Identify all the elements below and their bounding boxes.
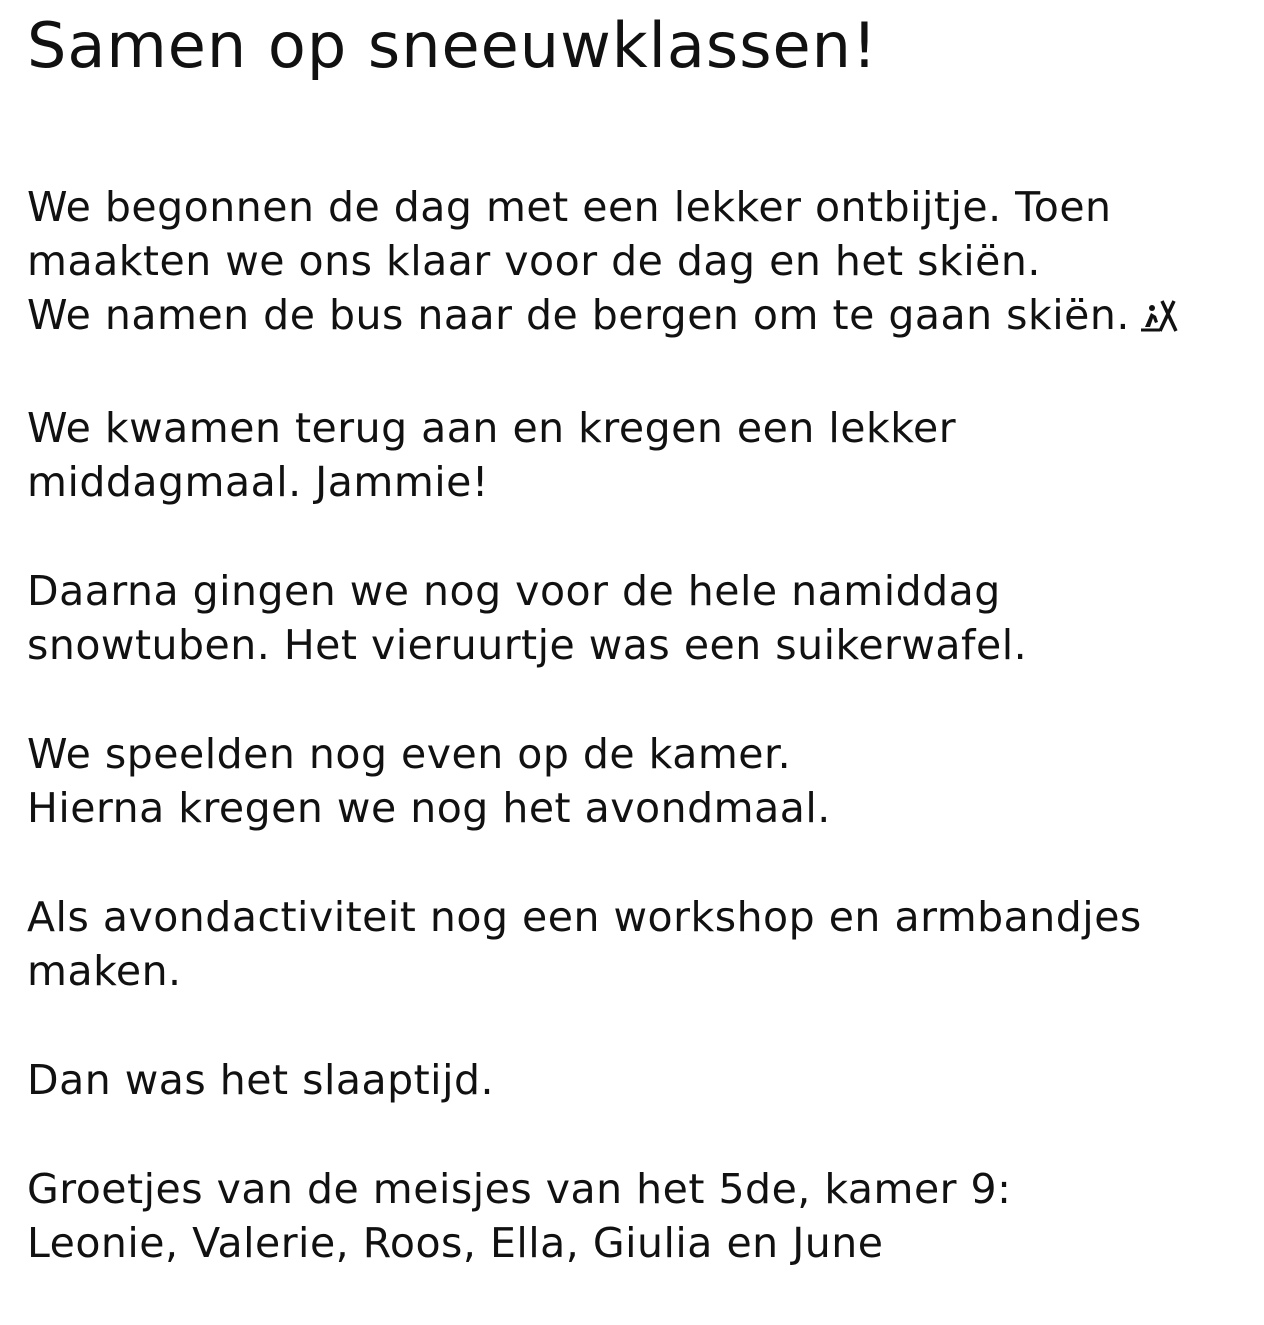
text-line: Groetjes van de meisjes van het 5de, kamer 9: <box>27 1165 1012 1213</box>
page-title: Samen op sneeuwklassen! <box>27 9 878 82</box>
text-line: middagmaal. Jammie! <box>27 458 489 506</box>
text-line: Leonie, Valerie, Roos, Ella, Giulia en June <box>27 1219 884 1267</box>
article <box>27 0 1252 1325</box>
paragraph-lunch <box>27 401 1252 509</box>
text-line: maken. <box>27 947 182 995</box>
text-line: Daarna gingen we nog voor de hele namiddag <box>27 567 1001 615</box>
text-line: snowtuben. Het vieruurtje was een suikerwafel. <box>27 621 1028 669</box>
article-body <box>27 180 1252 1270</box>
text-line: Als avondactiviteit nog een workshop en armbandjes <box>27 893 1142 941</box>
text-line: We kwamen terug aan en kregen een lekker <box>27 404 957 452</box>
text-line: We speelden nog even op de kamer. <box>27 730 792 778</box>
paragraph-morning <box>27 180 1252 346</box>
text-line: We begonnen de dag met een lekker ontbijtje. Toen <box>27 183 1112 231</box>
skier-icon <box>1138 292 1178 346</box>
paragraph-bedtime <box>27 1053 1252 1107</box>
text-line: maakten we ons klaar voor de dag en het skiën. <box>27 237 1041 285</box>
text-line: We namen de bus naar de bergen om te gaan skiën. <box>27 291 1130 339</box>
text-line-with-icon <box>27 288 1252 346</box>
paragraph-evening <box>27 727 1252 835</box>
paragraph-afternoon <box>27 564 1252 672</box>
paragraph-greetings <box>27 1162 1252 1270</box>
text-line: Hierna kregen we nog het avondmaal. <box>27 784 831 832</box>
text-line: Dan was het slaaptijd. <box>27 1056 495 1104</box>
paragraph-activity <box>27 890 1252 998</box>
